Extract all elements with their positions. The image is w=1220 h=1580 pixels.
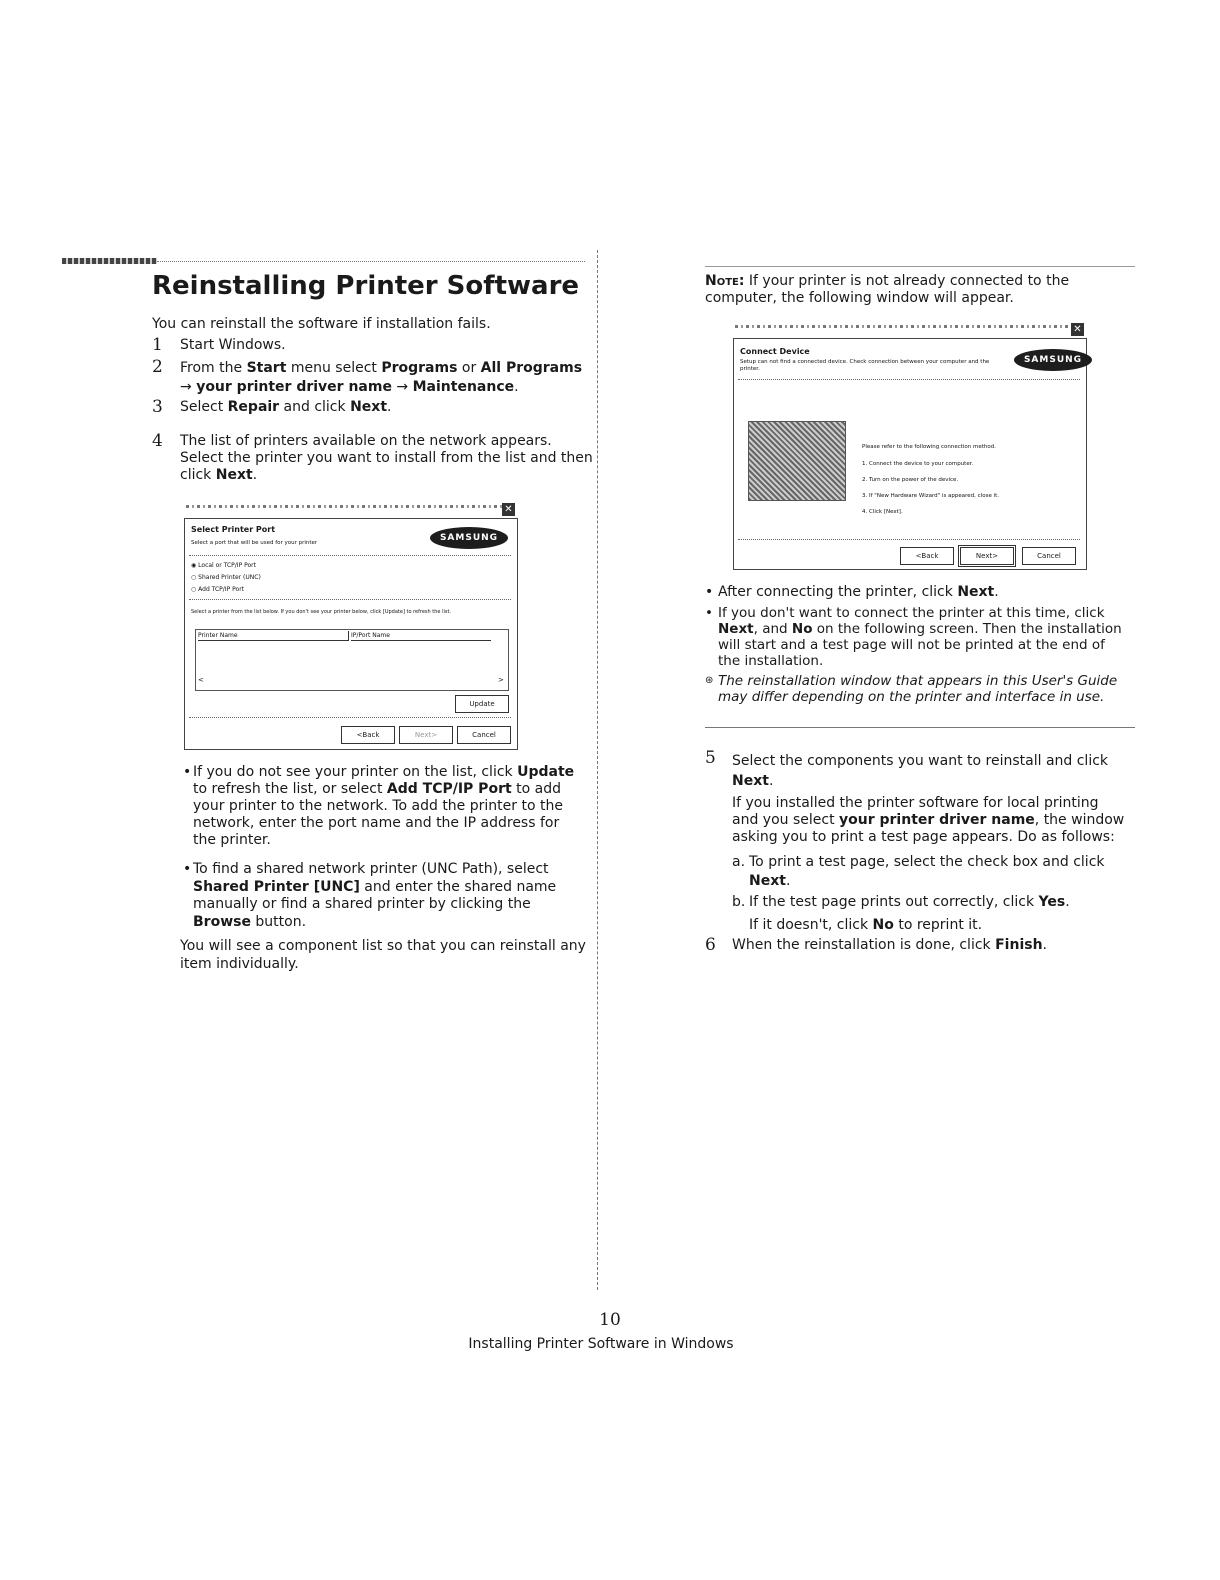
scroll-left-icon[interactable]: < xyxy=(198,676,204,684)
scroll-right-icon[interactable]: > xyxy=(498,676,504,684)
update-button[interactable]: Update xyxy=(455,695,509,713)
page-number: 10 xyxy=(599,1310,621,1330)
header-rule-left xyxy=(157,261,585,262)
step-number: 2 xyxy=(152,357,163,377)
samsung-logo: SAMSUNG xyxy=(430,527,508,549)
bullet-item: • After connecting the printer, click Next. xyxy=(705,584,999,600)
column-header-printer-name[interactable]: Printer Name xyxy=(198,631,349,641)
divider xyxy=(189,717,511,718)
info-item: 2. Turn on the power of the device. xyxy=(862,477,959,483)
step-number: 6 xyxy=(705,935,716,955)
radio-add-tcpip-port[interactable]: ○ Add TCP/IP Port xyxy=(191,586,245,593)
info-heading: Please refer to the following connection method. xyxy=(862,444,997,450)
sub-step-continued: If it doesn't, click No to reprint it. xyxy=(749,917,983,933)
radio-shared-printer[interactable]: ○ Shared Printer (UNC) xyxy=(191,574,261,581)
info-item: 4. Click [Next]. xyxy=(862,509,903,515)
connect-device-dialog xyxy=(733,338,1087,570)
footer-section: Installing Printer Software in Windows xyxy=(468,1336,734,1352)
sub-step: a. To print a test page, select the check box and click Next. xyxy=(732,854,1105,889)
outro-text: You will see a component list so that you can reinstall any item individually. xyxy=(180,938,586,972)
step-number: 3 xyxy=(152,397,163,417)
samsung-logo: SAMSUNG xyxy=(1014,349,1092,371)
cancel-button[interactable]: Cancel xyxy=(457,726,511,744)
step-text: Select Repair and click Next. xyxy=(180,399,392,415)
step-number: 5 xyxy=(705,748,716,768)
dialog-titlebar xyxy=(186,505,502,508)
note-top-rule xyxy=(705,266,1135,267)
dialog-title: Connect Device xyxy=(740,347,810,356)
next-button[interactable]: Next> xyxy=(399,726,453,744)
close-icon[interactable]: ✕ xyxy=(502,503,515,516)
cancel-button[interactable]: Cancel xyxy=(1022,547,1076,565)
step-number: 4 xyxy=(152,431,163,451)
paragraph: If you installed the printer software for local printing and you select your printer driver name, the window asking you to print a test page appears. Do as follows: xyxy=(732,795,1125,845)
bullet-item: • If you do not see your printer on the list, click Update to refresh the list, or select Add TCP/IP Port to add your printer to the network. To add the printer to the network, enter the port name and the IP address for the printer. xyxy=(183,764,575,848)
back-button[interactable]: <Back xyxy=(900,547,954,565)
step-text: Select the components you want to reinstall and click Next. xyxy=(732,753,1109,789)
step-text: When the reinstallation is done, click Finish. xyxy=(732,937,1047,953)
intro-text: You can reinstall the software if installation fails. xyxy=(152,316,491,332)
close-icon[interactable]: ✕ xyxy=(1071,323,1084,336)
column-header-ip-port[interactable]: IP/Port Name xyxy=(351,631,491,641)
printer-illustration xyxy=(748,421,846,501)
note-text: Note: If your printer is not already connected to the computer, the following window will appear. xyxy=(705,273,1070,306)
divider xyxy=(189,555,511,556)
dialog-titlebar xyxy=(735,325,1071,328)
radio-local-port[interactable]: ◉ Local or TCP/IP Port xyxy=(191,562,256,569)
instruction-text: Select a printer from the list below. If you don't see your printer below, click [Update] to refresh the list. xyxy=(191,609,452,615)
italic-note: ⊛ The reinstallation window that appears in this User's Guide may differ depending on the printer and interface in use. xyxy=(705,673,1118,705)
info-item: 3. If "New Hardware Wizard" is appeared, close it. xyxy=(862,493,1000,499)
back-button[interactable]: <Back xyxy=(341,726,395,744)
bullet-item: • If you don't want to connect the printer at this time, click Next, and No on the following screen. Then the installation will start and a test page will not be printed at the end of the installation. xyxy=(705,605,1122,669)
bullet-item: • To find a shared network printer (UNC Path), select Shared Printer [UNC] and enter the shared name manually or find a shared printer by clicking the Browse button. xyxy=(183,861,557,930)
dialog-subtitle: Setup can not find a connected device. Check connection between your computer and the printer. xyxy=(740,359,990,372)
dialog-title: Select Printer Port xyxy=(191,525,276,534)
divider xyxy=(738,379,1080,380)
sub-step: b. If the test page prints out correctly, click Yes. xyxy=(732,894,1070,910)
header-decoration xyxy=(62,258,157,264)
dialog-subtitle: Select a port that will be used for your printer xyxy=(191,540,318,546)
printer-list[interactable] xyxy=(195,629,509,691)
next-button[interactable]: Next> xyxy=(960,547,1014,565)
divider xyxy=(738,539,1080,540)
column-divider xyxy=(597,250,598,1290)
step-text: The list of printers available on the network appears. Select the printer you want to install from the list and then click Next. xyxy=(180,433,593,483)
select-printer-port-dialog xyxy=(184,518,518,750)
page-title: Reinstalling Printer Software xyxy=(152,271,580,301)
step-number: 1 xyxy=(152,335,163,355)
step-text: Start Windows. xyxy=(180,337,286,353)
divider xyxy=(189,599,511,600)
step-text: From the Start menu select Programs or All Programs → your printer driver name → Maintenance. xyxy=(180,360,583,395)
note-bottom-rule xyxy=(705,727,1135,728)
info-item: 1. Connect the device to your computer. xyxy=(862,461,974,467)
